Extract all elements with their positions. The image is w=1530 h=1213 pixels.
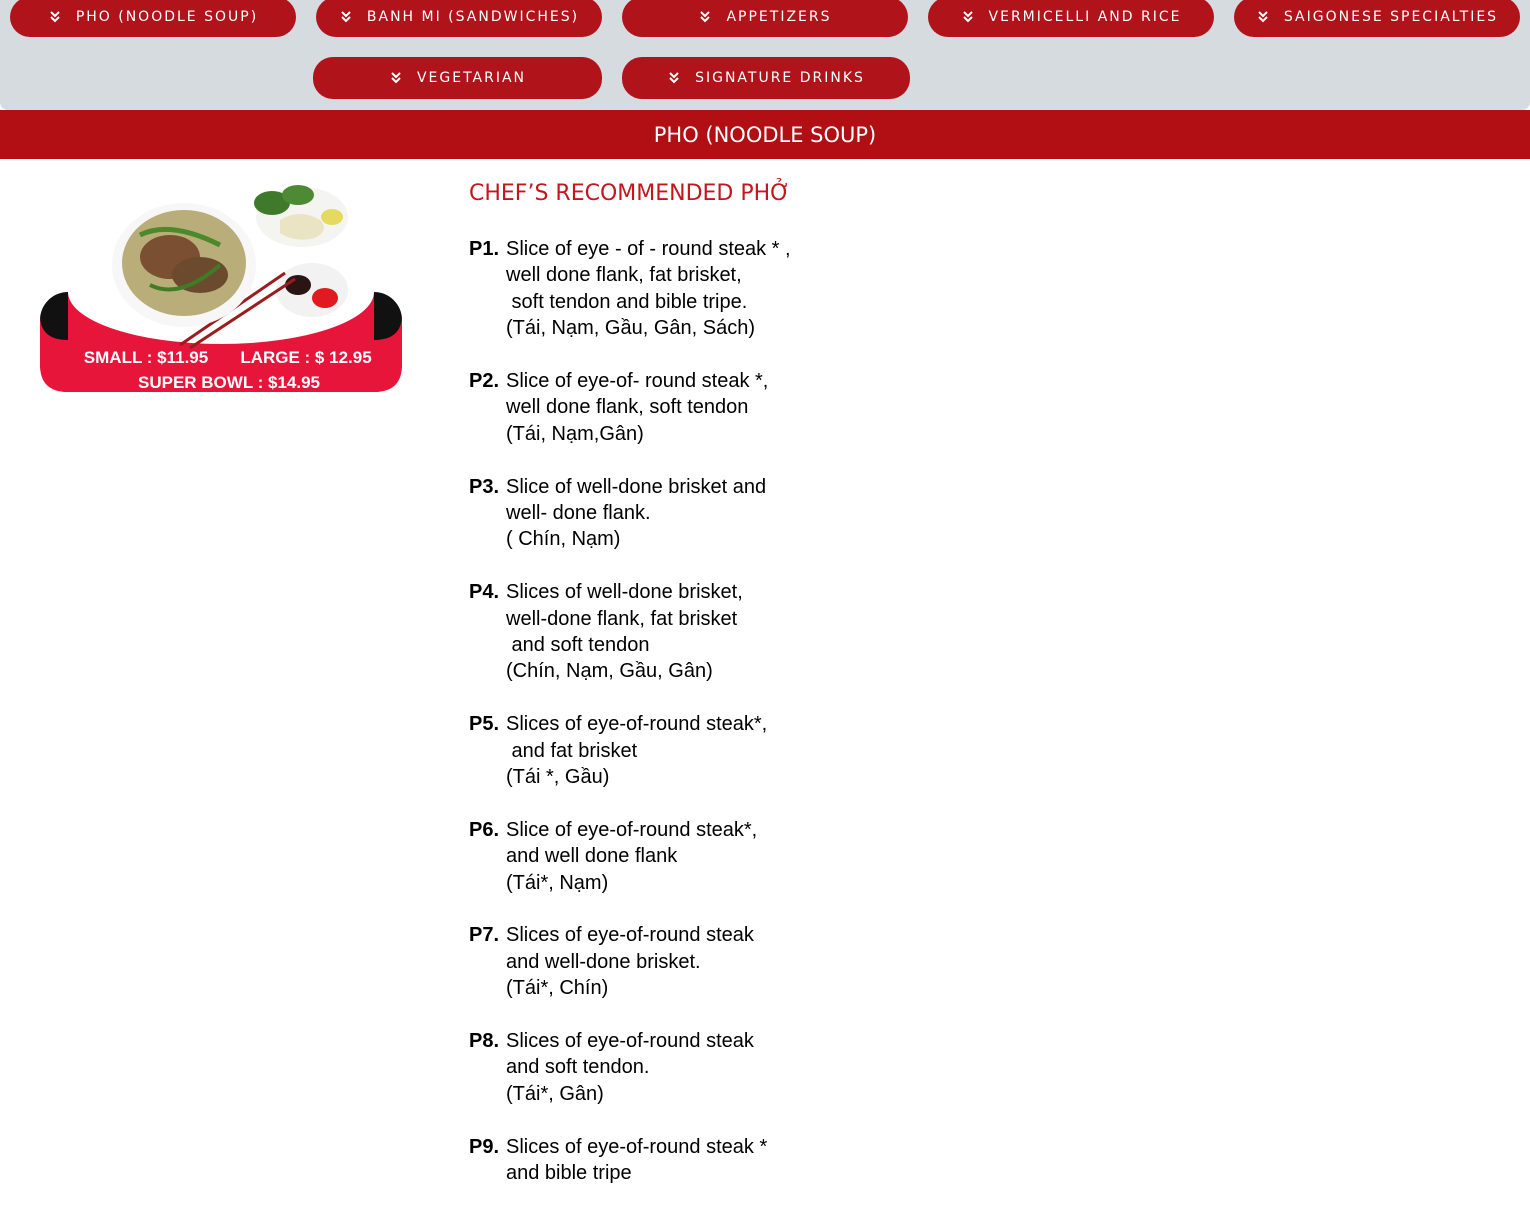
chevron-double-down-icon <box>1256 10 1270 24</box>
item-code: P2. <box>469 370 500 393</box>
item-code: P5. <box>469 713 500 736</box>
nav-appetizers-button[interactable] <box>622 0 908 37</box>
item-description: Slice of eye-of- round steak *, well done flank, soft tendon (Tái, Nạm,Gân) <box>506 370 769 445</box>
item-code: P3. <box>469 475 500 498</box>
item-description: Slices of eye-of-round steak*, and fat brisket (Tái *, Gầu) <box>506 713 768 789</box>
menu-item <box>469 236 969 342</box>
section-title-bar <box>0 110 1530 159</box>
nav-label: SIGNATURE DRINKS <box>695 70 865 86</box>
promo-super-price: SUPER BOWL : $14.95 <box>137 373 321 392</box>
item-code: P9. <box>469 1135 500 1158</box>
nav-vegetarian-button[interactable] <box>313 57 602 99</box>
promo-small-price: SMALL : $11.95 <box>83 348 209 367</box>
pho-promo-image <box>40 175 402 395</box>
menu-item <box>469 579 969 685</box>
item-description: Slice of well-done brisket and well- done flank. ( Chín, Nạm) <box>506 475 767 551</box>
item-description: Slice of eye-of-round steak*, and well done flank (Tái*, Nạm) <box>506 818 758 894</box>
menu-heading: CHEF’S RECOMMENDED PHỞ <box>469 181 791 206</box>
nav-label: PHO (NOODLE SOUP) <box>75 9 259 25</box>
nav-banh-mi-button[interactable] <box>316 0 602 37</box>
nav-vermicelli-button[interactable] <box>928 0 1214 37</box>
nav-label: SAIGONESE SPECIALTIES <box>1283 9 1499 25</box>
nav-drinks-button[interactable] <box>622 57 910 99</box>
item-code: P8. <box>469 1030 500 1053</box>
nav-label: VEGETARIAN <box>416 70 527 86</box>
item-description: Slices of eye-of-round steak and soft tendon. (Tái*, Gân) <box>506 1030 754 1105</box>
nav-pho-button[interactable] <box>10 0 296 37</box>
nav-label: APPETIZERS <box>726 9 832 25</box>
menu-item <box>469 817 969 896</box>
item-description: Slices of eye-of-round steak and well-done brisket. (Tái*, Chín) <box>506 924 754 1000</box>
item-code: P7. <box>469 924 500 947</box>
chevron-double-down-icon <box>667 71 681 85</box>
pho-menu-list <box>469 178 969 1213</box>
menu-item <box>469 922 969 1001</box>
chevron-double-down-icon <box>698 10 712 24</box>
menu-item <box>469 1028 969 1107</box>
chevron-double-down-icon <box>961 10 975 24</box>
item-description: Slice of eye - of - round steak * , well done flank, fat brisket, soft tendon and bible tripe. (Tái, Nạm, Gầu, Gân, Sách) <box>506 238 791 340</box>
item-code: P1. <box>469 238 500 260</box>
nav-saigonese-button[interactable] <box>1234 0 1520 37</box>
item-description: Slices of eye-of-round steak * and bible tripe <box>506 1135 768 1185</box>
menu-item <box>469 711 969 790</box>
nav-label: VERMICELLI AND RICE <box>988 9 1182 25</box>
item-description: Slices of well-done brisket, well-done flank, fat brisket and soft tendon (Chín, Nạm, Gầu, Gân) <box>506 581 743 683</box>
nav-label: BANH MI (SANDWICHES) <box>366 9 580 25</box>
menu-item <box>469 368 969 447</box>
chevron-double-down-icon <box>389 71 403 85</box>
menu-item <box>469 474 969 553</box>
item-code: P6. <box>469 818 500 841</box>
chevron-double-down-icon <box>339 10 353 24</box>
chevron-double-down-icon <box>48 10 62 24</box>
item-code: P4. <box>469 581 500 604</box>
section-title: PHO (NOODLE SOUP) <box>653 122 877 147</box>
promo-large-price: LARGE : $ 12.95 <box>240 348 372 367</box>
menu-item <box>469 1134 969 1187</box>
